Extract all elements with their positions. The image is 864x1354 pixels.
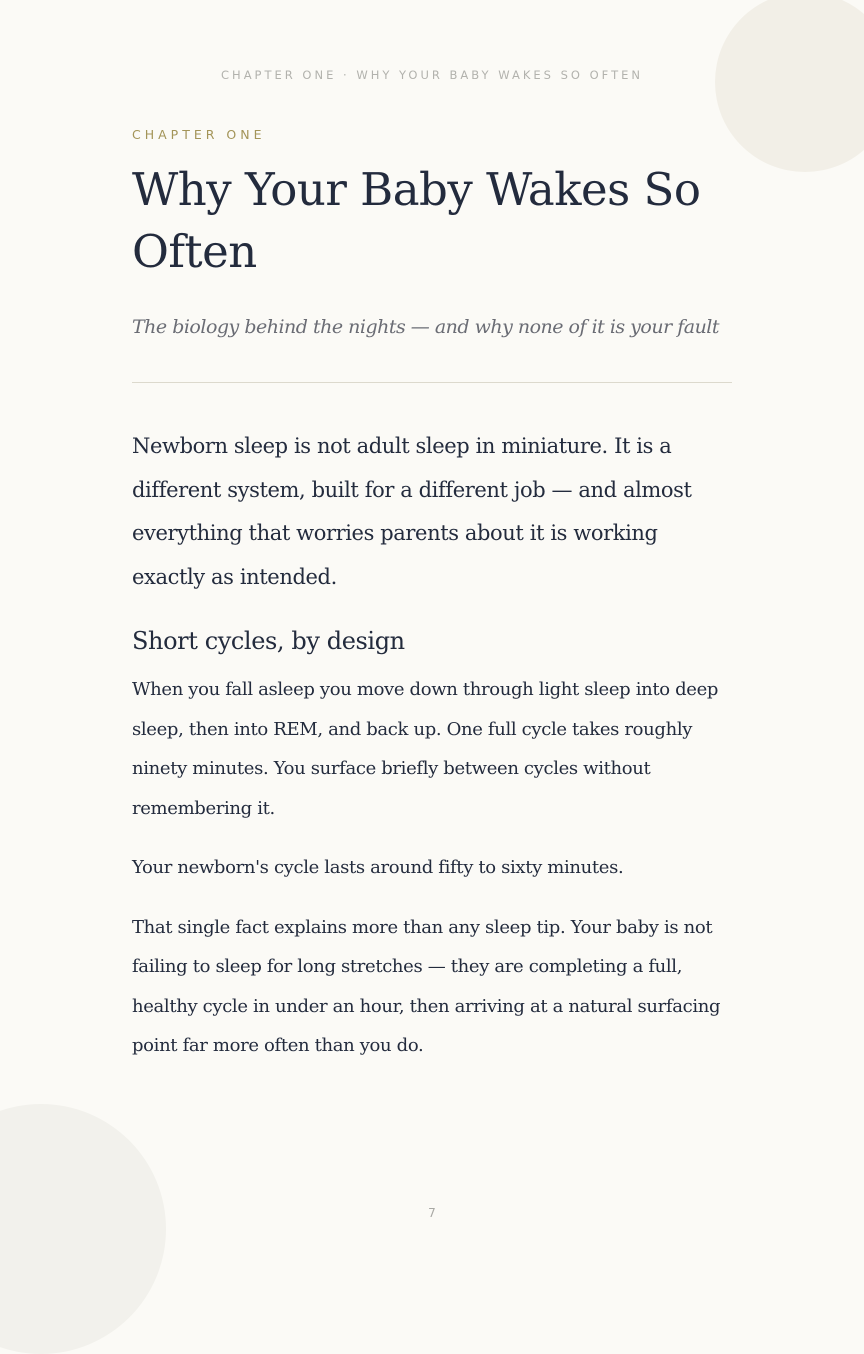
chapter-title: Why Your Baby Wakes So Often [132, 163, 701, 278]
lead-paragraph: Newborn sleep is not adult sleep in miniature. It is a different system, built for a different job — and almost everything that worries parents about it is working exactly as intended. [132, 434, 692, 589]
chapter-content [132, 127, 732, 1066]
running-header: CHAPTER ONE · WHY YOUR BABY WAKES SO OFTEN [221, 68, 643, 82]
decorative-circle-top [715, 0, 864, 172]
divider [132, 382, 732, 383]
section-heading: Short cycles, by design [132, 627, 405, 655]
body-paragraph: That single fact explains more than any sleep tip. Your baby is not failing to sleep for long stretches — they are completing a full, healthy cycle in under an hour, then arriving at a natural surfacing point far more often than you do. [132, 916, 721, 1056]
page-number: 7 [428, 1206, 436, 1220]
chapter-subtitle: The biology behind the nights — and why none of it is your fault [132, 316, 720, 338]
body-paragraph: Your newborn's cycle lasts around fifty to sixty minutes. [132, 857, 624, 878]
chapter-label: CHAPTER ONE [132, 127, 266, 142]
decorative-circle-bottom [0, 1104, 166, 1354]
body-paragraph: When you fall asleep you move down through light sleep into deep sleep, then into REM, and back up. One full cycle takes roughly ninety minutes. You surface briefly between cycles without remembering it. [132, 679, 719, 819]
